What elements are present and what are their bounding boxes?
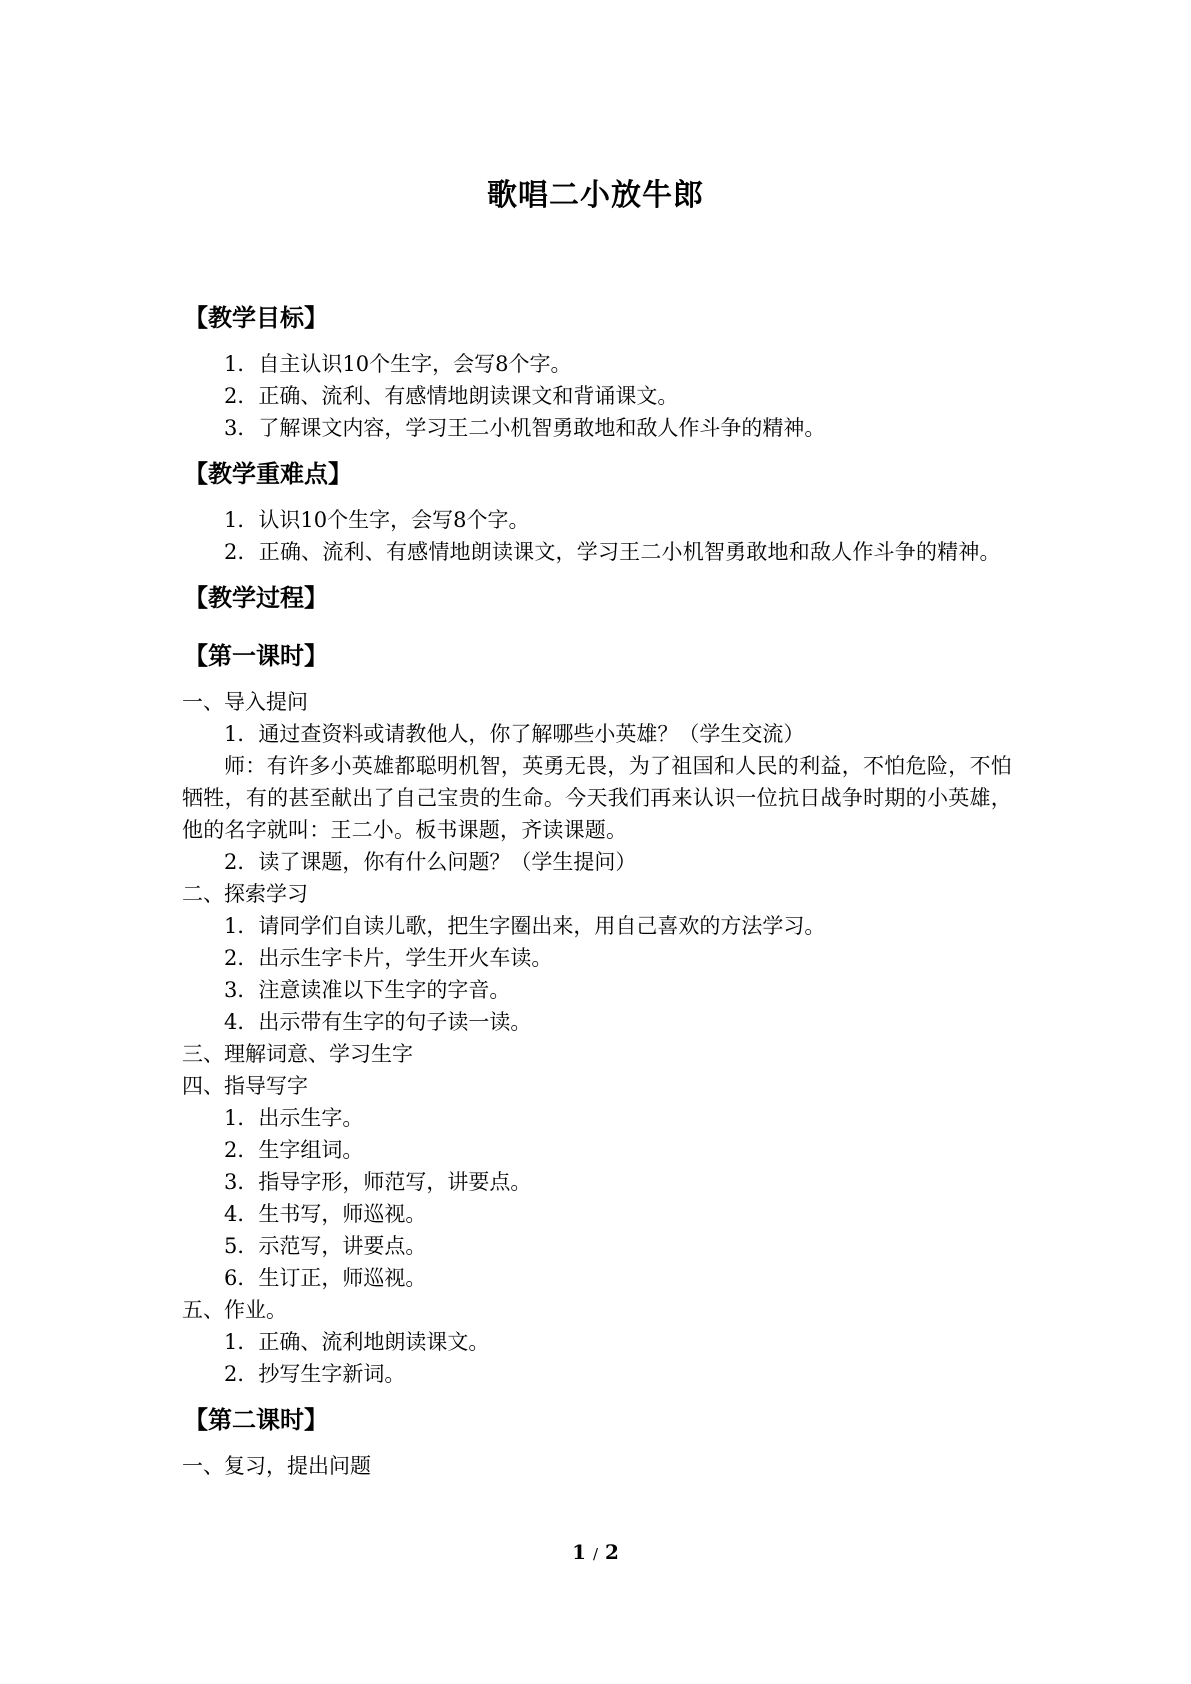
lesson1-part4-item: 5．示范写，讲要点。: [224, 1234, 427, 1258]
lesson1-part1-question: 2．读了课题，你有什么问题？（学生提问）: [224, 850, 637, 874]
lesson1-part3-title: 三、理解词意、学习生字: [182, 1042, 413, 1066]
section-heading-objectives: 【教学目标】: [184, 303, 328, 332]
page-number: [0, 1540, 1191, 1564]
objective-item: 2．正确、流利、有感情地朗读课文和背诵课文。: [224, 384, 679, 408]
lesson1-part4-item: 6．生订正，师巡视。: [224, 1266, 427, 1290]
lesson1-part5-item: 2．抄写生字新词。: [224, 1362, 406, 1386]
objective-item: 1．自主认识10个生字，会写8个字。: [224, 352, 572, 376]
objective-item: 3．了解课文内容，学习王二小机智勇敢地和敌人作斗争的精神。: [224, 416, 826, 440]
key-point-item: 2．正确、流利、有感情地朗读课文，学习王二小机智勇敢地和敌人作斗争的精神。: [224, 540, 1001, 564]
lesson1-part1-title: 一、导入提问: [182, 690, 308, 714]
document-body: [182, 300, 1012, 1482]
lesson1-part2-item: 1．请同学们自读儿歌，把生字圈出来，用自己喜欢的方法学习。: [224, 914, 826, 938]
section-heading-key-points: 【教学重难点】: [184, 459, 352, 488]
lesson1-part4-title: 四、指导写字: [182, 1074, 308, 1098]
page-total: 2: [605, 1540, 619, 1564]
document-title: 歌唱二小放牛郎: [487, 178, 704, 213]
lesson1-part2-item: 3．注意读准以下生字的字音。: [224, 978, 511, 1002]
lesson2-part1-title: 一、复习，提出问题: [182, 1454, 371, 1478]
section-heading-process: 【教学过程】: [184, 583, 328, 612]
page-separator: /: [592, 1545, 599, 1563]
section-heading-lesson1: 【第一课时】: [184, 641, 328, 670]
lesson1-part2-title: 二、探索学习: [182, 882, 308, 906]
lesson1-teacher-paragraph: 师：有许多小英雄都聪明机智，英勇无畏，为了祖国和人民的利益，不怕危险，不怕牺牲，有的甚至献出了自己宝贵的生命。今天我们再来认识一位抗日战争时期的小英雄，他的名字就叫：王二小。板书课题，齐读课题。: [182, 754, 1012, 842]
lesson1-part2-item: 2．出示生字卡片，学生开火车读。: [224, 946, 553, 970]
key-point-item: 1．认识10个生字，会写8个字。: [224, 508, 530, 532]
lesson1-part2-item: 4．出示带有生字的句子读一读。: [224, 1010, 532, 1034]
lesson1-part4-item: 2．生字组词。: [224, 1138, 364, 1162]
lesson1-part1-question: 1．通过查资料或请教他人，你了解哪些小英雄？（学生交流）: [224, 722, 805, 746]
lesson1-part5-item: 1．正确、流利地朗读课文。: [224, 1330, 490, 1354]
lesson1-part4-item: 4．生书写，师巡视。: [224, 1202, 427, 1226]
lesson1-part4-item: 3．指导字形，师范写，讲要点。: [224, 1170, 532, 1194]
lesson1-part4-item: 1．出示生字。: [224, 1106, 364, 1130]
page-current: 1: [572, 1540, 586, 1564]
section-heading-lesson2: 【第二课时】: [184, 1405, 328, 1434]
lesson1-part5-title: 五、作业。: [182, 1298, 287, 1322]
